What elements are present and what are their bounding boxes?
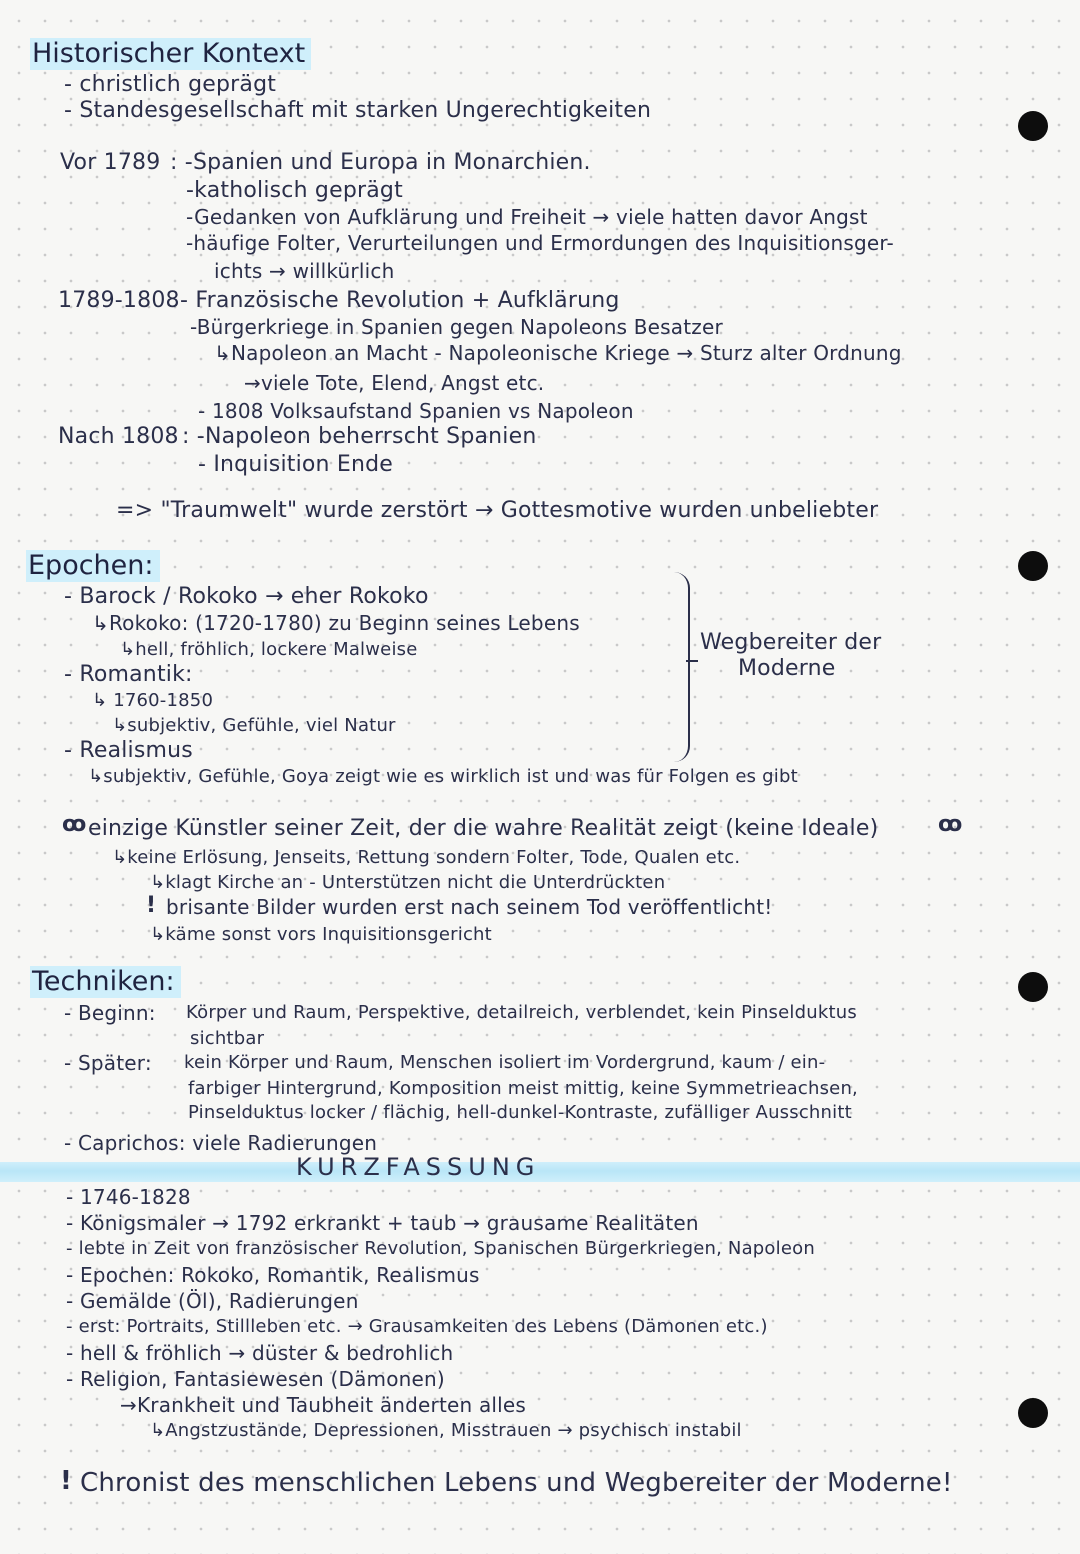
heading-epochen: Epochen: [26,550,160,582]
wichtig-line-2: ↳keine Erlösung, Jenseits, Rettung sondern Folter, Tode, Qualen etc. [112,847,741,868]
punch-hole-2 [1018,551,1048,581]
techniken-caprichos: - Caprichos: viele Radierungen [64,1131,378,1155]
brace [672,572,690,762]
kurzfassung-line-5: - Gemälde (Öl), Radierungen [66,1289,359,1313]
vor-1789-line-3: -Gedanken von Aufklärung und Freiheit → viele hatten davor Angst [186,205,868,229]
vor-1789-line-1: : -Spanien und Europa in Monarchien. [170,150,591,175]
techniken-spaeter-line-3: Pinselduktus locker / flächig, hell-dunkel-Kontraste, zufälliger Ausschnitt [188,1102,852,1123]
periode-line-2: -Bürgerkriege in Spanien gegen Napoleons Besatzer [190,315,723,339]
nach-1808-line-1: : -Napoleon beherrscht Spanien [182,424,537,449]
techniken-spaeter-line-2: farbiger Hintergrund, Komposition meist mittig, keine Symmetrieachsen, [188,1078,858,1099]
brace-note-1: Wegbereiter der [700,630,882,655]
brace-tip [686,660,698,662]
nach-1808-line-2: - Inquisition Ende [198,452,394,477]
techniken-spaeter-label: - Später: [64,1051,152,1075]
techniken-beginn-label: - Beginn: [64,1001,156,1025]
techniken-beginn-line-1: Körper und Raum, Perspektive, detailreich, verblendet, kein Pinselduktus [186,1002,857,1023]
vor-1789-line-4: -häufige Folter, Verurteilungen und Ermordungen des Inquisitionsger- [186,231,894,255]
label-nach-1808: Nach 1808 [58,424,179,449]
vor-1789-line-5: ichts → willkürlich [214,259,395,283]
kurzfassung-line-4: - Epochen: Rokoko, Romantik, Realismus [66,1263,480,1287]
epochen-line-7: - Realismus [64,738,193,763]
label-vor-1789: Vor 1789 [60,150,161,175]
heading-techniken: Techniken: [30,966,181,998]
exclamation-mark-1: ! [146,893,157,918]
periode-line-4: →viele Tote, Elend, Angst etc. [244,371,545,395]
kontext-bullet-2: - Standesgesellschaft mit starken Ungerechtigkeiten [64,98,652,123]
wichtig-line-5: ↳käme sonst vors Inquisitionsgericht [150,924,492,945]
kurzfassung-line-1: - 1746-1828 [66,1185,191,1209]
exclamation-mark-2: ! [60,1466,73,1496]
techniken-spaeter-line-1: kein Körper und Raum, Menschen isoliert im Vordergrund, kaum / ein- [184,1052,826,1073]
epochen-line-5: ↳ 1760-1850 [92,690,214,711]
techniken-beginn-line-2: sichtbar [190,1028,265,1049]
brace-note-2: Moderne [738,656,836,681]
epochen-line-1: - Barock / Rokoko → eher Rokoko [64,584,429,609]
wichtig-line-4: brisante Bilder wurden erst nach seinem Tod veröffentlicht! [166,895,773,919]
wichtig-line-1: einzige Künstler seiner Zeit, der die wahre Realität zeigt (keine Ideale) [88,816,879,841]
heading-kurzfassung: KURZFASSUNG [296,1153,541,1181]
periode-line-5: - 1808 Volksaufstand Spanien vs Napoleon [198,399,634,423]
label-1789-1808: 1789-1808 [58,288,180,313]
kontext-fazit: => "Traumwelt" wurde zerstört → Gottesmotive wurden unbeliebter [116,498,879,523]
kurzfassung-sub-line-2: ↳Angstzustände, Depressionen, Misstrauen → psychisch instabil [150,1420,742,1441]
epochen-line-4: - Romantik: [64,662,193,687]
bulb-mark-right: ꝏ [938,812,963,837]
wichtig-line-3: ↳klagt Kirche an - Unterstützen nicht die Unterdrückten [150,872,666,893]
epochen-line-8: ↳subjektiv, Gefühle, Goya zeigt wie es wirklich ist und was für Folgen es gibt [88,766,798,787]
kurzfassung-line-7: - hell & fröhlich → düster & bedrohlich [66,1341,454,1365]
heading-historischer-kontext: Historischer Kontext [30,38,311,70]
periode-line-1: - Französische Revolution + Aufklärung [180,288,620,313]
epochen-line-6: ↳subjektiv, Gefühle, viel Natur [112,715,396,736]
periode-line-3: ↳Napoleon an Macht - Napoleonische Kriege → Sturz alter Ordnung [214,341,902,365]
kurzfassung-sub-line-1: →Krankheit und Taubheit änderten alles [120,1393,527,1417]
kontext-bullet-1: - christlich geprägt [64,72,277,97]
punch-hole-3 [1018,972,1048,1002]
kurzfassung-line-6: - erst: Portraits, Stillleben etc. → Grausamkeiten des Lebens (Dämonen etc.) [66,1316,768,1337]
kurzfassung-schluss: Chronist des menschlichen Lebens und Wegbereiter der Moderne! [80,1468,953,1498]
bulb-mark-left: ꝏ [62,812,87,837]
punch-hole-4 [1018,1398,1048,1428]
kurzfassung-line-3: - lebte in Zeit von französischer Revolution, Spanischen Bürgerkriegen, Napoleon [66,1238,815,1259]
kurzfassung-line-8: - Religion, Fantasiewesen (Dämonen) [66,1367,445,1391]
punch-hole-1 [1018,111,1048,141]
epochen-line-3: ↳hell, fröhlich, lockere Malweise [120,639,418,660]
vor-1789-line-2: -katholisch geprägt [186,178,403,203]
epochen-line-2: ↳Rokoko: (1720-1780) zu Beginn seines Lebens [92,611,580,635]
kurzfassung-line-2: - Königsmaler → 1792 erkrankt + taub → grausame Realitäten [66,1211,699,1235]
